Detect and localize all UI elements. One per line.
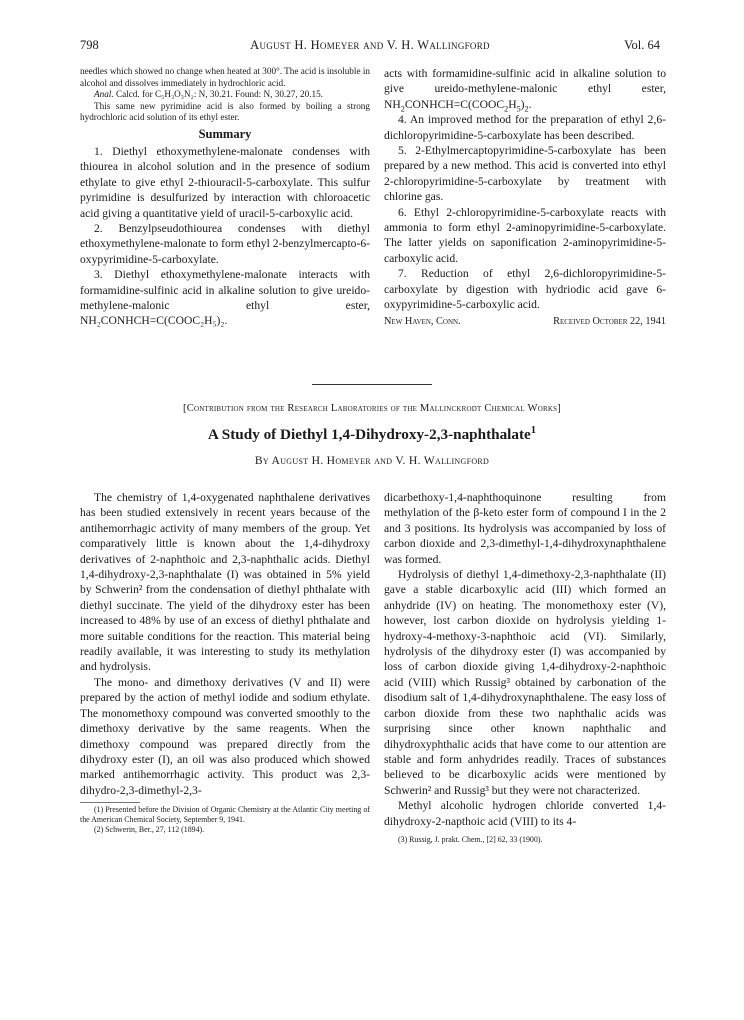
article-title-text: A Study of Diethyl 1,4-Dihydroxy-2,3-naphthalate [207, 426, 531, 443]
summary-item: 1. Diethyl ethoxymethylene-malonate condenses with thiourea in alcohol solution and in the presence of sodium ethylate to give ethyl 2-thiouracil-5-carboxylate. This sulfur pyrimidine is desulfurized by interaction with chloroacetic acid giving a quantitative yield of uracil-5-carboxylic acid. [80, 144, 370, 220]
page-number: 798 [80, 38, 99, 52]
summary-item: 4. An improved method for the preparation of ethyl 2,6-dichloropyrimidine-5-carboxylate has been described. [384, 113, 666, 142]
prev-paragraph: This same new pyrimidine acid is also formed by boiling a strong hydrochloric acid solution of its ethyl ester. [80, 100, 370, 123]
body-paragraph: Hydrolysis of diethyl 1,4-dimethoxy-2,3-naphthalate (II) gave a stable dicarboxylic acid (III) which formed an anhydride (IV) on heating. The monomethoxy ester (V), however, lost carbon dioxide on hydrolysis yielding 1-hydroxy-4-methoxy-3-naphthoic acid (VI). Similarly, hydrolysis of the dihydroxy ester (I) was accompanied by loss of carbon dioxide giving 1,4-dihydroxy-2-naphthoic acid (VIII) which Russig³ obtained by carbonation of the disodium salt of 1,4-dihydroxynaphthalene. The easy loss of carbon dioxide from these two naphthalic acids was surprising since other known naphthalic and dihydroxyphthalic acids that have come to our attention are stable and form anhydrides readily. Traces of substances believed to be dicarboxylic acids were mentioned by Schwerin² and Russig³ but they were not characterized. [384, 568, 666, 797]
article-title [40, 426, 704, 444]
prev-article-right-column [384, 66, 666, 327]
volume-label: Vol. 64 [624, 38, 660, 52]
summary-item-continued: acts with formamidine-sulfinic acid in alkaline solution to give ureido-methylene-malonic ethyl ester, $NH_2CONHCH=C(COOC_2H_5)_2$. [384, 67, 666, 114]
contribution-line: [Contribution from the Research Laboratories of the Mallinckrodt Chemical Works] [183, 403, 561, 414]
prev-paragraph: needles which showed no change when heated at 300°. The acid is insoluble in alcohol and dissolves immediately in hydrochloric acid. [80, 66, 370, 88]
analysis-paragraph [80, 89, 370, 101]
location: New Haven, Conn. [384, 315, 461, 327]
anal-text: Calcd. for C₅H₃O₃N₂: N, 30.21. Found: N, 30.27, 20.15. [113, 89, 323, 100]
summary-item: 6. Ethyl 2-chloropyrimidine-5-carboxylate reacts with ammonia to form ethyl 2-aminopyrimidine-5-carboxylate. The latter yields on saponification 2-aminopyrimidine-5-carboxylic acid. [384, 205, 666, 265]
footnote: (3) Russig, J. prakt. Chem., [2] 62, 33 (1900). [398, 834, 543, 844]
article-right-column [384, 490, 666, 845]
summary-item: 3. Diethyl ethoxymethylene-malonate interacts with formamidine-sulfinic acid in alkaline solution to give ureido-methylene-malonic ethyl ester, NH₂CONHCH=C(COOC₂H₅)₂. [80, 268, 370, 328]
byline: By August H. Homeyer and V. H. Wallingford [254, 454, 490, 467]
footnote: (2) Schwerin, Ber., 27, 112 (1894). [94, 825, 205, 835]
body-paragraph: dicarbethoxy-1,4-naphthoquinone resulting from methylation of the β-keto ester form of compound I in the 2 and 3 positions. Its hydrolysis was accompanied by loss of carbon dioxide and 2,3-dimethyl-1,4-dihydroxynaphthalene was formed. [384, 491, 666, 566]
page-header [80, 38, 660, 54]
running-title: August H. Homeyer and V. H. Wallingford [250, 38, 490, 52]
body-paragraph: The chemistry of 1,4-oxygenated naphthalene derivatives has been studied extensively in recent years because of the antihemorrhagic activity of many members of the group. Yet comparatively little is known about the 1,4-dihydroxy derivatives of 2-naphthoic and 2,3-naphthalic acids. Diethyl 1,4-dihydroxy-2,3-naphthalate (I) was obtained in 5% yield by Schwerin² from the condensation of diethyl phthalate with diethyl succinate. The yield of the dihydroxy ester has been increased to 48% by use of an excess of diethyl phthalate and more suitable conditions for the reaction. This material being readily available, it was interesting to study its methylation and hydrolysis. [80, 491, 370, 674]
title-footnote-mark: 1 [530, 424, 537, 436]
article-left-column [80, 490, 370, 835]
section-divider [312, 384, 432, 385]
summary-heading: Summary [198, 126, 252, 141]
summary-item: 5. 2-Ethylmercaptopyrimidine-5-carboxylate has been prepared by a new method. This acid is converted into ethyl 2-chloropyrimidine-5-carboxylate by treatment with chlorine gas. [384, 144, 666, 204]
footnote-rule [80, 802, 140, 803]
body-paragraph: Methyl alcoholic hydrogen chloride converted 1,4-dihydroxy-2-napthoic acid (VIII) to its 4- [384, 799, 666, 828]
anal-label: Anal. [94, 89, 114, 100]
body-paragraph: The mono- and dimethoxy derivatives (V and II) were prepared by the action of methyl iodide and sodium ethylate. The monomethoxy compound was converted smoothly to the dimethoxy derivative by the same reagents. When the dimethoxy compound was prepared directly from the dihydroxy ester (I), an oil was also produced which showed marked antihemorrhagic activity. This product was 2,3-dihydro-2,3-dimethyl-2,3- [80, 675, 370, 797]
footnote: (1) Presented before the Division of Organic Chemistry at the Atlantic City meeting of the American Chemical Society, September 9, 1941. [80, 805, 370, 825]
received-date: Received October 22, 1941 [553, 315, 666, 327]
address-line [384, 316, 666, 327]
prev-article-left-column [80, 66, 370, 328]
summary-item: 7. Reduction of ethyl 2,6-dichloropyrimidine-5-carboxylate by digestion with hydriodic acid gave 6-oxypyrimidine-5-carboxylic acid. [384, 267, 666, 312]
summary-item: 2. Benzylpseudothiourea condenses with diethyl ethoxymethylene-malonate to form ethyl 2-benzylmercapto-6-oxypyrimidine-5-carboxylate. [80, 222, 370, 266]
